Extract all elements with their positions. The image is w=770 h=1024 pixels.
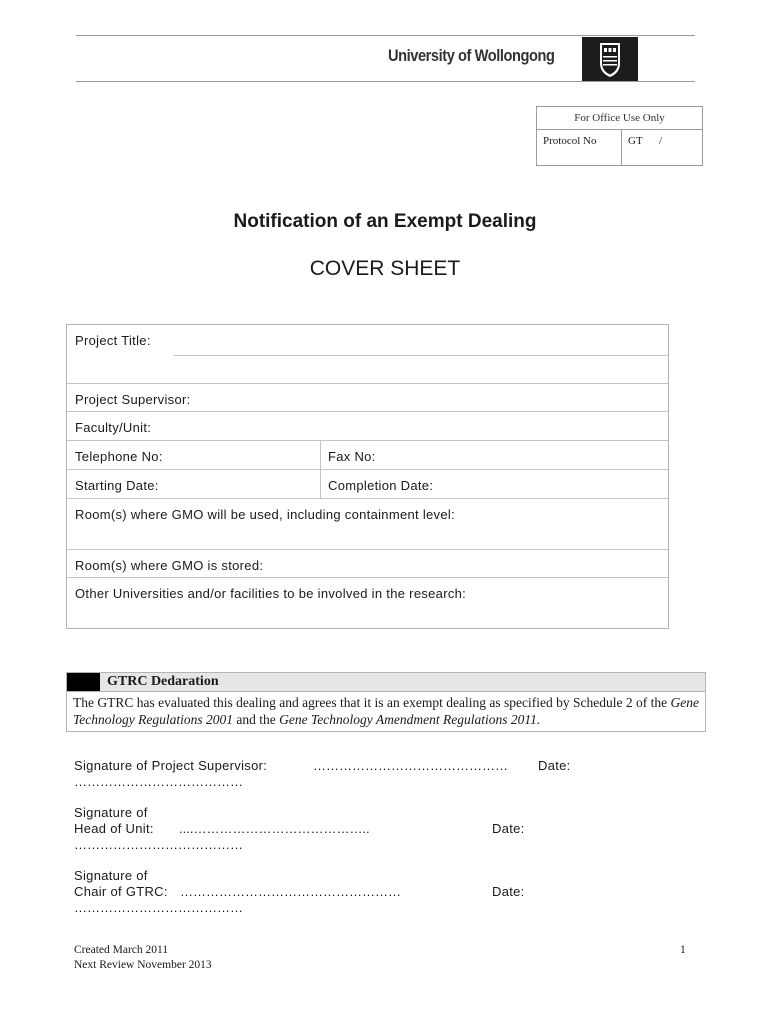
project-details-table bbox=[66, 324, 669, 629]
faculty-unit-row[interactable] bbox=[67, 411, 668, 440]
declaration-text-part-1: The GTRC has evaluated this dealing and agrees that it is an exempt dealing as specified by Schedule 2 of the bbox=[73, 695, 671, 710]
chair-signature-label-line1: Signature of bbox=[74, 868, 148, 883]
head-signature-line[interactable]: ....………………………………….. bbox=[179, 821, 370, 836]
telephone-fax-row[interactable] bbox=[67, 440, 668, 469]
chair-signature-line[interactable]: …………………………………………… bbox=[180, 884, 401, 899]
footer-review: Next Review November 2013 bbox=[74, 959, 212, 971]
protocol-number-field[interactable]: GT / bbox=[622, 130, 703, 166]
dates-row[interactable] bbox=[67, 469, 668, 498]
header-top-rule bbox=[76, 35, 695, 36]
telephone-label: Telephone No: bbox=[75, 449, 163, 464]
declaration-text-part-2: and the bbox=[233, 712, 280, 727]
project-supervisor-label: Project Supervisor: bbox=[75, 392, 191, 407]
regulation-2011: Gene Technology Amendment Regulations 2011. bbox=[279, 712, 541, 727]
page-title: Notification of an Exempt Dealing bbox=[233, 211, 537, 232]
rooms-used-row[interactable] bbox=[67, 498, 668, 549]
regulation-2001: Gene Technology Regulations 2001 bbox=[73, 695, 699, 727]
protocol-label: Protocol No bbox=[537, 130, 622, 166]
other-universities-label: Other Universities and/or facilities to be involved in the research: bbox=[75, 586, 467, 601]
supervisor-signature-line[interactable]: ……………………………………… bbox=[313, 758, 508, 773]
page-subtitle: COVER SHEET bbox=[309, 257, 461, 280]
office-use-heading: For Office Use Only bbox=[537, 107, 703, 130]
supervisor-signature-label: Signature of Project Supervisor: bbox=[74, 758, 268, 773]
declaration-text bbox=[67, 692, 705, 731]
project-title-underline bbox=[174, 355, 668, 356]
supervisor-date-line[interactable]: ………………………………… bbox=[74, 774, 243, 789]
head-signature-label-line1: Signature of bbox=[74, 805, 148, 820]
university-crest-logo bbox=[582, 37, 638, 81]
declaration-heading: GTRC Dedaration bbox=[107, 674, 219, 689]
chair-signature-label-line2: Chair of GTRC: bbox=[74, 884, 168, 899]
head-date-label: Date: bbox=[492, 821, 525, 836]
other-universities-row[interactable] bbox=[67, 577, 668, 628]
gtrc-declaration-box bbox=[66, 672, 706, 732]
column-divider bbox=[320, 470, 321, 498]
chair-date-line[interactable]: ………………………………… bbox=[74, 900, 243, 915]
column-divider bbox=[320, 441, 321, 469]
footer-created: Created March 2011 bbox=[74, 944, 169, 956]
faculty-unit-label: Faculty/Unit: bbox=[75, 420, 152, 435]
project-supervisor-row[interactable] bbox=[67, 383, 668, 411]
project-title-row[interactable] bbox=[67, 325, 668, 383]
head-date-line[interactable]: ………………………………… bbox=[74, 837, 243, 852]
header-bottom-rule bbox=[76, 81, 695, 82]
office-use-table bbox=[536, 106, 703, 166]
chair-date-label: Date: bbox=[492, 884, 525, 899]
declaration-header-marker bbox=[67, 673, 100, 691]
fax-label: Fax No: bbox=[328, 449, 376, 464]
head-signature-label-line2: Head of Unit: bbox=[74, 821, 154, 836]
rooms-stored-row[interactable] bbox=[67, 549, 668, 577]
starting-date-label: Starting Date: bbox=[75, 478, 159, 493]
university-name: University of Wollongong bbox=[388, 46, 555, 65]
rooms-stored-label: Room(s) where GMO is stored: bbox=[75, 558, 264, 573]
page-number: 1 bbox=[680, 944, 686, 956]
project-title-label: Project Title: bbox=[75, 333, 151, 348]
declaration-header bbox=[67, 673, 705, 692]
rooms-used-label: Room(s) where GMO will be used, including containment level: bbox=[75, 507, 455, 522]
supervisor-date-label: Date: bbox=[538, 758, 571, 773]
completion-date-label: Completion Date: bbox=[328, 478, 434, 493]
